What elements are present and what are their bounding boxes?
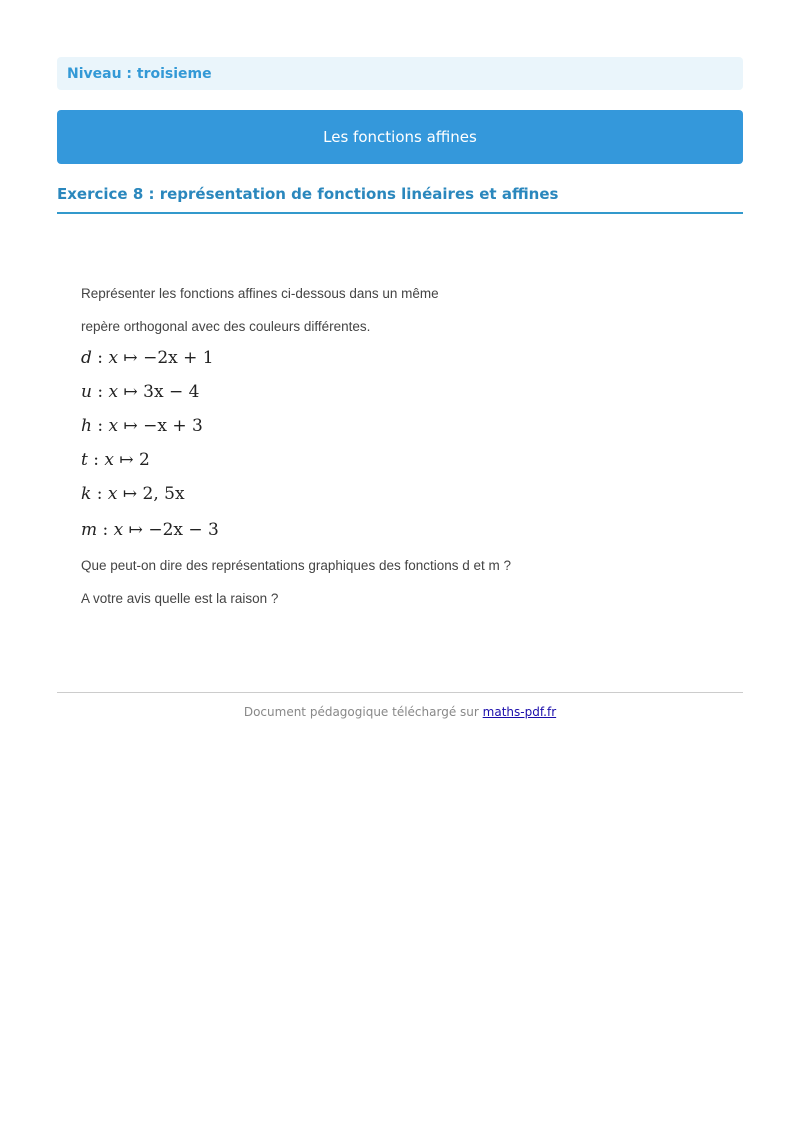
footer-text: Document pédagogique téléchargé sur	[243, 705, 479, 719]
level-text: Niveau : troisieme	[67, 65, 212, 82]
topic-title: Les fonctions affines	[323, 128, 477, 146]
function-name: m	[81, 520, 98, 540]
function-expression: 3x − 4	[143, 382, 200, 402]
instruction-line-1: Représenter les fonctions affines ci-dessous dans un même	[81, 286, 439, 301]
exercise-title-text: Exercice 8 : représentation de fonctions linéaires et affines	[57, 185, 559, 203]
function-expression: 2	[139, 450, 150, 470]
function-name: h	[81, 416, 92, 436]
instruction-line-2: repère orthogonal avec des couleurs différentes.	[81, 319, 371, 334]
level-banner	[57, 57, 743, 90]
question-1: Que peut-on dire des représentations graphiques des fonctions d et m ?	[81, 558, 512, 573]
function-t: t : x ↦ 2	[81, 450, 150, 470]
function-expression: −x + 3	[143, 416, 203, 436]
footer	[57, 705, 743, 719]
footer-link[interactable]: maths-pdf.fr	[482, 705, 557, 719]
function-h: h : x ↦ −x + 3	[81, 416, 203, 436]
function-expression: 2, 5x	[142, 484, 185, 504]
function-name: d	[81, 348, 92, 368]
question-2: A votre avis quelle est la raison ?	[81, 591, 279, 606]
exercise-title	[57, 184, 743, 214]
function-name: k	[81, 484, 92, 504]
function-u: u : x ↦ 3x − 4	[81, 382, 200, 402]
function-expression: −2x + 1	[143, 348, 214, 368]
function-expression: −2x − 3	[148, 520, 219, 540]
function-name: u	[81, 382, 92, 402]
function-d: d : x ↦ −2x + 1	[81, 348, 214, 368]
topic-header	[57, 110, 743, 164]
function-k: k : x ↦ 2, 5x	[81, 484, 185, 504]
footer-divider	[57, 692, 743, 693]
function-m: m : x ↦ −2x − 3	[81, 520, 219, 540]
function-name: t	[81, 450, 88, 470]
